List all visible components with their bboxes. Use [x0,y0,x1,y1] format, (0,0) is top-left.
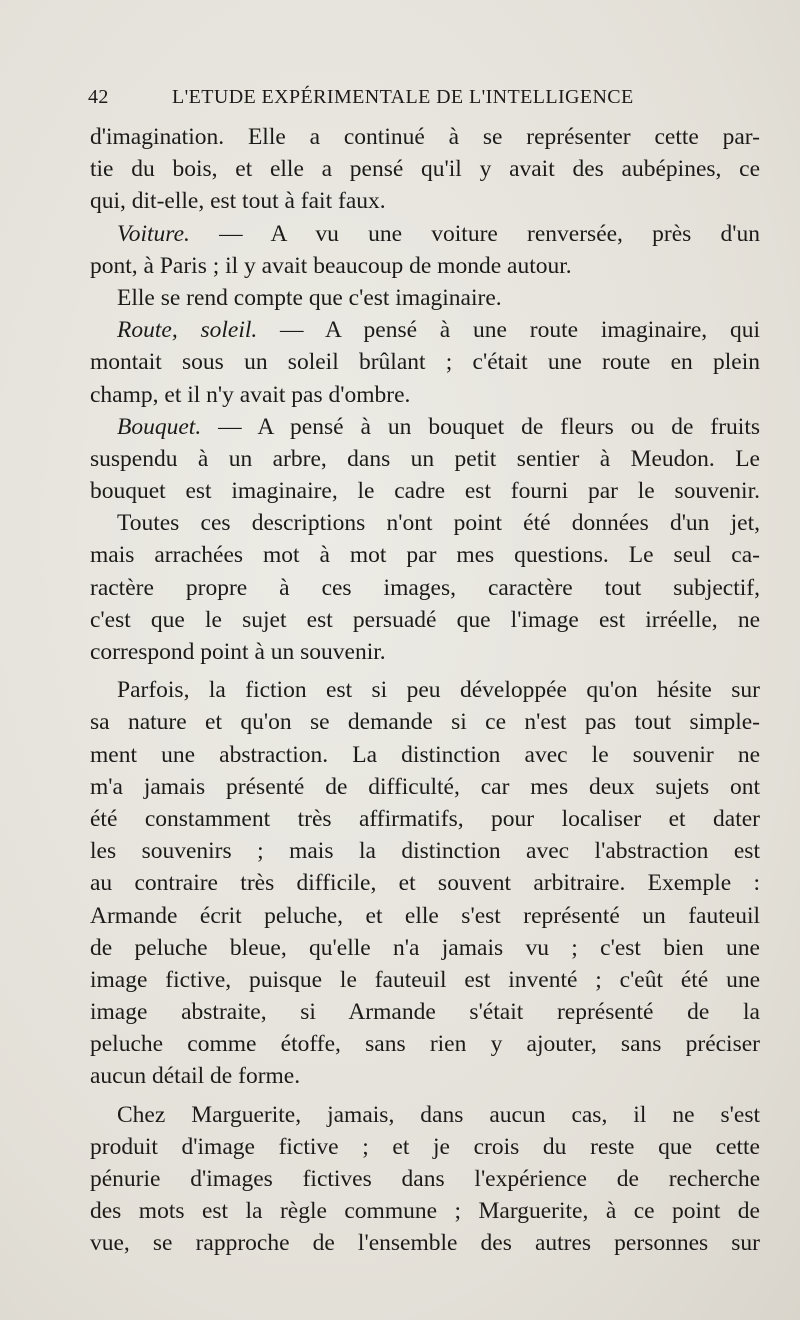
text-line: qui, dit-elle, est tout à fait faux. [90,188,386,215]
text-line: m'a jamais présenté de difficulté, car mes deux sujets ont [90,773,760,800]
text-line: Elle se rend compte que c'est imaginaire. [117,284,502,311]
text-line: les souvenirs ; mais la distinction avec l'abstraction est [90,838,760,865]
text-line: vue, se rapproche de l'ensemble des autres personnes sur [90,1230,760,1257]
text-line: de peluche bleue, qu'elle n'a jamais vu ; c'est bien une [90,934,760,961]
text-line: suspendu à un arbre, dans un petit sentier à Meudon. Le [90,445,760,472]
text-line: aucun détail de forme. [90,1063,301,1090]
text-line: Chez Marguerite, jamais, dans aucun cas, il ne s'est [117,1101,760,1128]
text-line: pénurie d'images fictives dans l'expérience de recherche [90,1166,760,1192]
text-line: Bouquet. — A pensé à un bouquet de fleurs ou de fruits [117,413,760,440]
text-line: Voiture. — A vu une voiture renversée, près d'un [117,220,760,247]
text-line: montait sous un soleil brûlant ; c'était une route en plein [90,349,760,376]
page-number: 42 [88,86,109,108]
text-line: des mots est la règle commune ; Marguerite, à ce point de [90,1198,760,1225]
text-line: été constamment très affirmatifs, pour localiser et dater [90,805,760,832]
entry-term: Voiture. [117,220,190,247]
text-line: au contraire très difficile, et souvent arbitraire. Exemple : [90,870,760,897]
body-text [90,121,760,1260]
text-line: champ, et il n'y avait pas d'ombre. [90,381,411,408]
text-line: peluche comme étoffe, sans rien y ajouter, sans préciser [90,1031,760,1058]
entry-term: Bouquet. [117,413,202,440]
text-line: mais arrachées mot à mot par mes questions. Le seul ca- [90,542,760,569]
text-line: pont, à Paris ; il y avait beaucoup de monde autour. [90,252,572,279]
text-line: Toutes ces descriptions n'ont point été données d'un jet, [117,510,760,537]
text-line: bouquet est imaginaire, le cadre est fourni par le souvenir. [90,478,760,505]
text-line: c'est que le sujet est persuadé que l'image est irréelle, ne [90,606,760,633]
entry-term: Route, soleil. [117,317,258,344]
text-line: Route, soleil. — A pensé à une route imaginaire, qui [117,317,760,344]
text-line: correspond point à un souvenir. [90,639,386,665]
text-line: sa nature et qu'on se demande si ce n'est pas tout simple- [90,709,760,736]
text-line: image abstraite, si Armande s'était représenté de la [90,999,760,1026]
text-line: tie du bois, et elle a pensé qu'il y avait des aubépines, ce [90,156,760,183]
running-title: L'ETUDE EXPÉRIMENTALE DE L'INTELLIGENCE [172,86,634,108]
text-line: produit d'image fictive ; et je crois du reste que cette [90,1133,760,1160]
text-line: Armande écrit peluche, et elle s'est représenté un fauteuil [90,902,760,929]
running-head [88,86,768,116]
text-line: image fictive, puisque le fauteuil est inventé ; c'eût été une [90,966,760,993]
text-line: ment une abstraction. La distinction avec le souvenir ne [90,741,760,768]
text-line: ractère propre à ces images, caractère tout subjectif, [90,574,760,601]
text-line: d'imagination. Elle a continué à se représenter cette par- [90,124,760,150]
text-line: Parfois, la fiction est si peu développée qu'on hésite sur [117,677,760,704]
